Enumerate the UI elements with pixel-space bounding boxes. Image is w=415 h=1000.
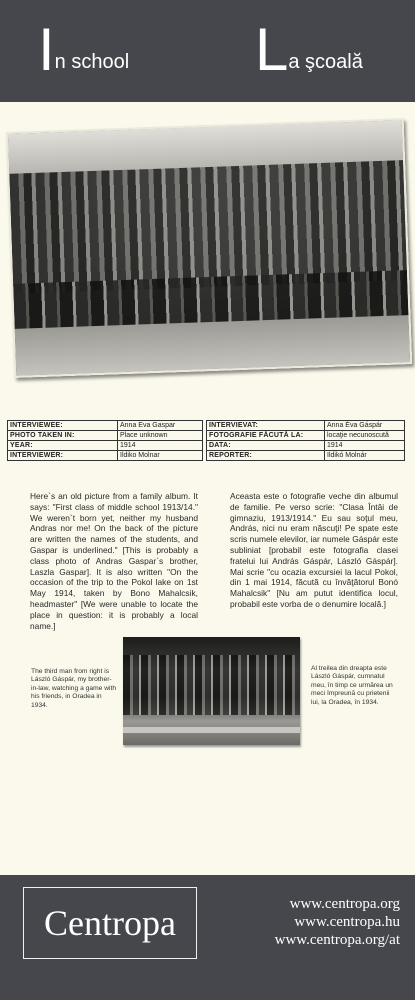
website-links — [210, 895, 400, 949]
football-match-photo — [123, 637, 300, 745]
footer-banner — [0, 875, 415, 1000]
story-text-romanian: Aceasta este o fotografie veche din albumul de familie. Pe verso scrie: "Clasa Întâi de gimnaziu, 1913/1914." Eu sau soţul meu, András, nici nu eram născuţi! Pe spate este scris numele elevilor, iar numele Gáspár este subliniat [probabil este fotografia clasei fratelui lui András Gáspár, László Gáspár]. Mai scrie "cu ocazia excursiei la lacul Pokol, din 1 mai 1914, făcută cu învăţătorul Bonó Mahalcsik" [Nu am putut identifica locul, probabil este vorba de o denumire locală.] — [230, 491, 398, 609]
url-link[interactable]: www.centropa.hu — [294, 914, 400, 930]
story-text-english: Here`s an old picture from a family album. It says: "First class of middle school 1913/14." We weren`t born yet, neither my husband Andras nor me! On the back of the picture are written the names of the students, and Gaspar is underlined." [This is probably a class photo of Andras Gaspar`s brother, Laszla Gaspar]. It is also written "On the occasion of the trip to the Pokol lake on 1st May 1914, taken by Bono Mahalcsik, headmaster" [We were unable to locate the place in question: it is probably a local name.] — [30, 491, 198, 631]
table-row: INTERVIEVAT: Anna Éva Gáspár — [207, 421, 405, 431]
table-row: DATA: 1914 — [207, 441, 405, 451]
photo-caption-romanian: Al treilea din dreapta este László Gáspár, cumnatul meu, în timp ce urmărea un meci împreună cu prietenii lui, la Oradea, în 1934. — [311, 665, 393, 706]
main-photo-frame — [10, 125, 410, 380]
photo-caption-english: The third man from right is László Gáspár, my brother-in-law, watching a game with his friends, in Oradea in 1934. — [31, 668, 117, 709]
url-link[interactable]: www.centropa.org — [289, 896, 400, 912]
title-english: In school — [38, 16, 130, 83]
table-row: INTERVIEWER: Ildiko Molnar — [8, 451, 203, 461]
url-link[interactable]: www.centropa.org/at — [274, 932, 400, 948]
class-group-photo — [6, 118, 412, 378]
info-table-english — [7, 420, 203, 461]
table-row: REPORTER: Ildikó Molnár — [207, 451, 405, 461]
table-row: INTERVIEWEE: Anna Eva Gaspar — [8, 421, 203, 431]
title-romanian: La şcoală — [255, 16, 363, 83]
table-row: YEAR: 1914 — [8, 441, 203, 451]
info-table-romanian — [206, 420, 405, 461]
centropa-logo: Centropa — [23, 887, 197, 959]
table-row: FOTOGRAFIE FĂCUTĂ LA: locaţie necunoscută — [207, 431, 405, 441]
table-row: PHOTO TAKEN IN: Place unknown — [8, 431, 203, 441]
header-banner — [0, 0, 415, 102]
